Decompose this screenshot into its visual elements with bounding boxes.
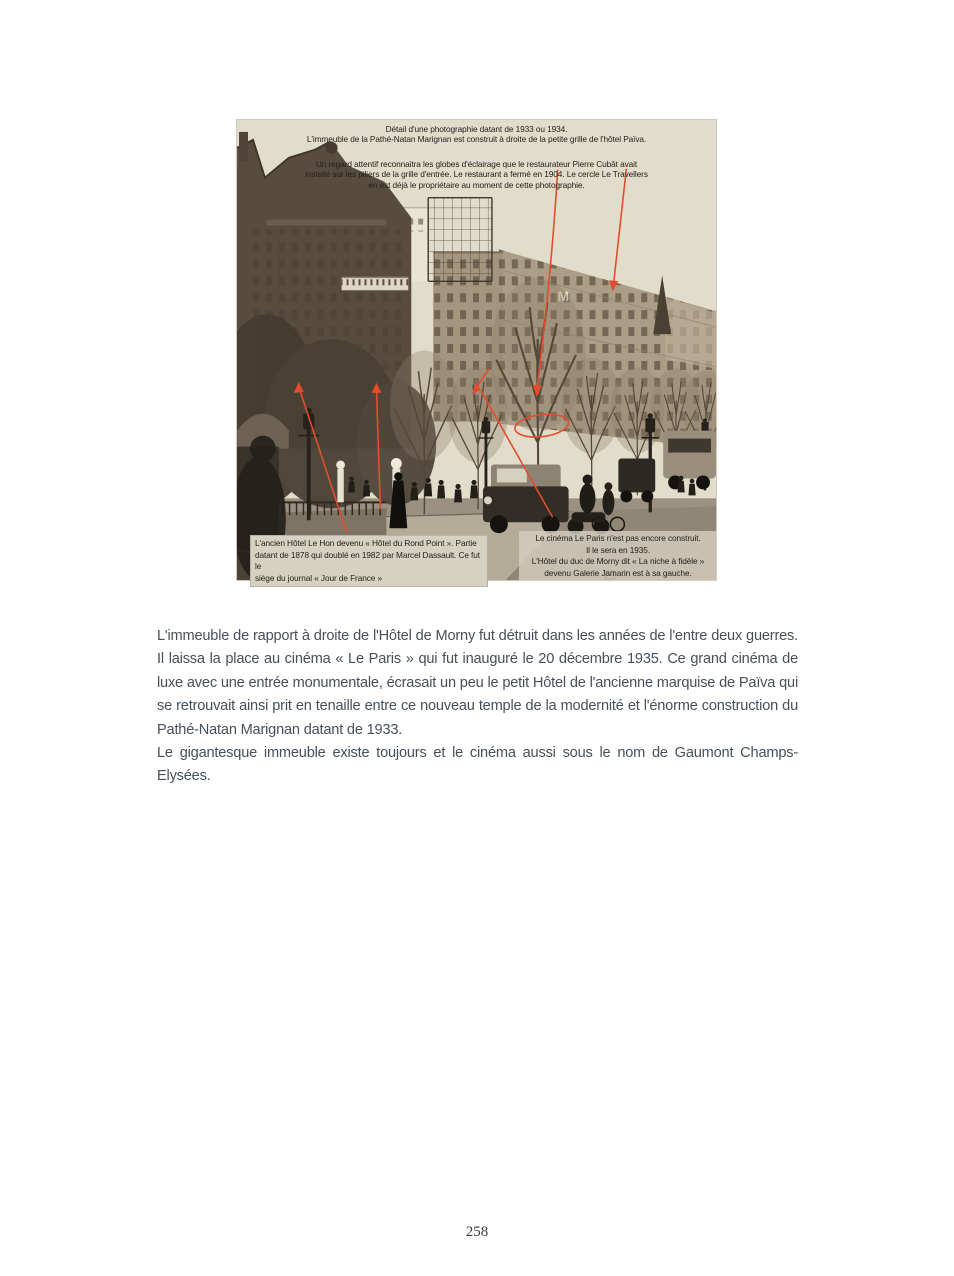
paragraph-1: L'immeuble de rapport à droite de l'Hôtel de Morny fut détruit dans les années de l'entre deux guerres. Il laissa la place au cinéma « Le Paris » qui fut inauguré le 20 décembre 1935. Ce grand cinéma de luxe avec une entrée monumentale, écrasait un peu le petit Hôtel de l'ancienne marquise de Païva qui se retrouvait ainsi prit en tenaille entre ce nouveau temple de la modernité et l'énorme construction du Pathé-Natan Marignan datant de 1933. xyxy=(157,628,798,738)
photo-caption-top-2 xyxy=(237,159,716,190)
caption-line: Le cinéma Le Paris n'est pas encore construit. xyxy=(535,533,701,543)
caption-line: installé sur les piliers de la grille d'entrée. Le restaurant a fermé en 1904. Le cercle Le Travellers xyxy=(305,169,648,180)
photo-caption-bottom-right xyxy=(519,531,717,581)
photo-caption-top xyxy=(237,124,716,145)
caption-line: datant de 1878 qui doublé en 1982 par Marcel Dassault. Ce fut le xyxy=(255,549,480,572)
rooftop-scaffold xyxy=(428,198,492,282)
paragraph-2: Le gigantesque immeuble existe toujours et le cinéma aussi sous le nom de Gaumont Champs-Elysées. xyxy=(157,745,798,785)
caption-line: en est déjà le propriétaire au moment de cette photographie. xyxy=(368,179,585,190)
caption-line: L'ancien Hôtel Le Hon devenu « Hôtel du Rond Point ». Partie xyxy=(255,538,477,548)
balustrade xyxy=(342,277,409,290)
photo-figure xyxy=(236,119,717,581)
body-text xyxy=(157,625,798,789)
caption-line: Il le sera en 1935. xyxy=(585,544,651,555)
page-number: 258 xyxy=(465,1224,489,1240)
photo-caption-bottom-left xyxy=(250,535,488,587)
caption-line: Détail d'une photographie datant de 1933 ou 1934. xyxy=(385,124,568,134)
caption-line: devenu Galerie Jamarin est à sa gauche. xyxy=(544,567,692,578)
caption-line: siège du journal « Jour de France » xyxy=(255,572,383,583)
caption-line: L'immeuble de la Pathé-Natan Marignan est construit à droite de la petite grille de l'hôtel Païva. xyxy=(306,134,647,145)
caption-line: Un regard attentif reconnaitra les globes d'éclairage que le restaurateur Pierre Cubât avait xyxy=(315,159,638,169)
caption-line: L'Hôtel du duc de Morny dit « La niche à fidèle » xyxy=(531,556,705,567)
